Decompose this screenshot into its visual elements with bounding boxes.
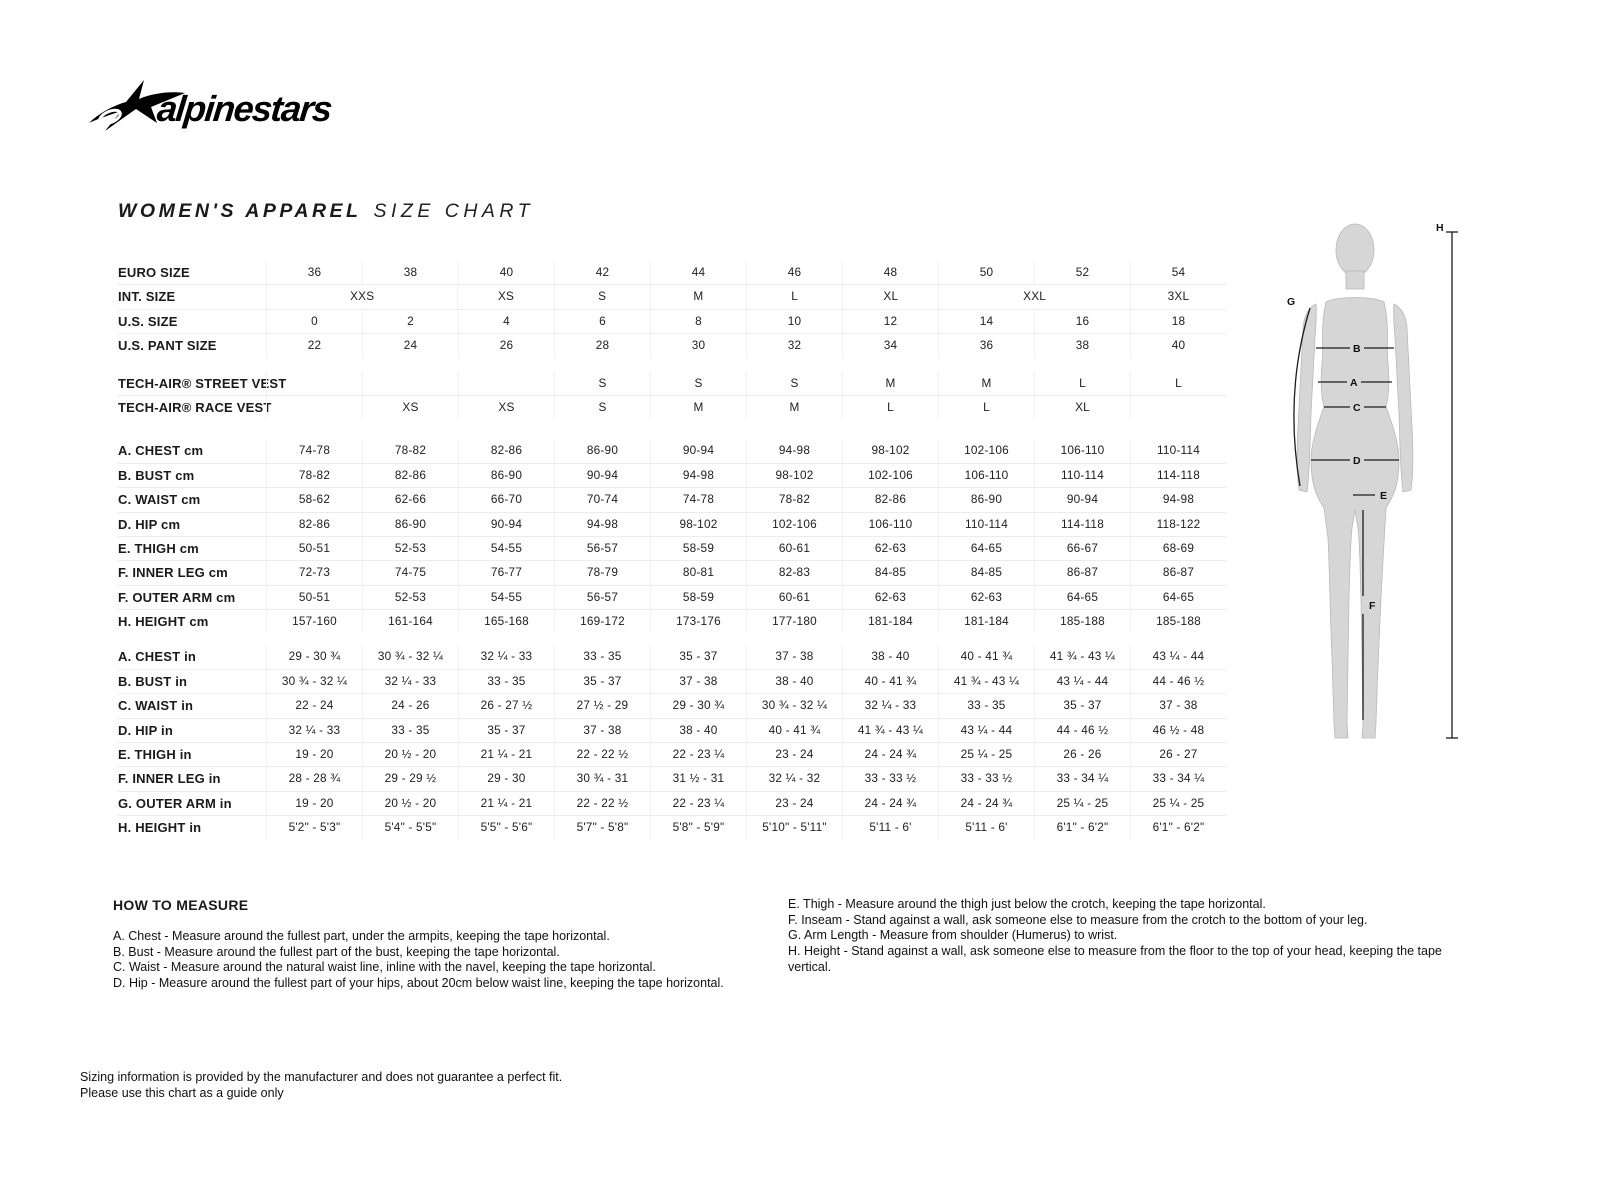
size-cell: L (1130, 372, 1226, 395)
size-cell: 52-53 (362, 537, 458, 560)
size-cell: M (650, 285, 746, 308)
arm-length-label: G (1287, 296, 1296, 308)
size-cell: 16 (1034, 310, 1130, 333)
size-cell: 177-180 (746, 610, 842, 633)
size-cell: 29 - 29 ½ (362, 767, 458, 790)
size-cell: 32 ¼ - 33 (266, 719, 362, 742)
size-cell: 33 - 35 (362, 719, 458, 742)
size-cell: 185-188 (1034, 610, 1130, 633)
size-cell: 165-168 (458, 610, 554, 633)
table-row (118, 284, 1226, 308)
size-cell: 114-118 (1130, 464, 1226, 487)
size-cell: 44 - 46 ½ (1130, 670, 1226, 693)
size-cell: 38 - 40 (842, 645, 938, 668)
size-cell: 80-81 (650, 561, 746, 584)
size-cell: 27 ½ - 29 (554, 694, 650, 717)
table-row (118, 609, 1226, 633)
alpinestars-star-icon (85, 75, 355, 139)
measure-list-left (113, 929, 773, 992)
size-cell: 33 - 34 ¼ (1034, 767, 1130, 790)
size-cell: 64-65 (1034, 586, 1130, 609)
size-cell: 110-114 (1034, 464, 1130, 487)
size-cell: 35 - 37 (650, 645, 746, 668)
size-cell: 60-61 (746, 586, 842, 609)
size-cell: 43 ¼ - 44 (1034, 670, 1130, 693)
measure-instruction: D. Hip - Measure around the fullest part of your hips, about 20cm below waist line, keeping the tape horizontal. (113, 976, 724, 991)
size-cell: 90-94 (458, 513, 554, 536)
page-title (118, 200, 534, 223)
size-cell: 78-82 (266, 464, 362, 487)
size-cell: 58-62 (266, 488, 362, 511)
table-section-sizes (118, 261, 1226, 358)
size-cell: 26 - 27 (1130, 743, 1226, 766)
size-cell: 22 (266, 334, 362, 357)
size-cell: 74-78 (266, 439, 362, 462)
size-cell: 56-57 (554, 537, 650, 560)
measure-instruction: C. Waist - Measure around the natural waist line, inline with the navel, keeping the tape horizontal. (113, 960, 656, 975)
size-cell: 94-98 (1130, 488, 1226, 511)
size-cell: 94-98 (746, 439, 842, 462)
row-label: U.S. SIZE (118, 313, 178, 329)
measure-instruction: B. Bust - Measure around the fullest part of the bust, keeping the tape horizontal. (113, 944, 560, 959)
size-cell: 24 (362, 334, 458, 357)
page-title-sub: SIZE CHART (373, 200, 535, 222)
waist-label: C (1353, 402, 1361, 414)
size-cell: 26 - 26 (1034, 743, 1130, 766)
size-cell: 54 (1130, 261, 1226, 284)
measure-instruction: F. Inseam - Stand against a wall, ask someone else to measure from the crotch to the bottom of your leg. (788, 912, 1368, 927)
size-cell: 32 ¼ - 33 (458, 645, 554, 668)
table-section-imperial (118, 645, 1226, 839)
size-cell: 24 - 24 ¾ (842, 792, 938, 815)
size-cell (266, 372, 362, 395)
size-cell: 48 (842, 261, 938, 284)
size-cell: 26 (458, 334, 554, 357)
size-cell: 25 ¼ - 25 (1034, 792, 1130, 815)
size-cell: 34 (842, 334, 938, 357)
row-label: D. HIP in (118, 722, 174, 738)
size-cell: 37 - 38 (650, 670, 746, 693)
hip-label: D (1353, 455, 1361, 467)
disclaimer-line-2: Please use this chart as a guide only (80, 1086, 284, 1100)
size-cell: S (554, 396, 650, 419)
table-row (118, 815, 1226, 839)
size-cell: M (746, 396, 842, 419)
size-cell: XS (458, 396, 554, 419)
inner-leg-label: F (1369, 600, 1376, 612)
row-label: EURO SIZE (118, 265, 190, 280)
size-cell: 50-51 (266, 586, 362, 609)
size-cell: 106-110 (1034, 439, 1130, 462)
size-cell: 24 - 24 ¾ (938, 792, 1034, 815)
row-label: B. BUST in (118, 673, 188, 689)
height-label: H (1436, 222, 1444, 234)
size-cell: XL (842, 285, 938, 308)
size-cell: 90-94 (1034, 488, 1130, 511)
size-cell: 62-63 (842, 537, 938, 560)
size-cell: 181-184 (842, 610, 938, 633)
size-cell: 31 ½ - 31 (650, 767, 746, 790)
size-cell: 114-118 (1034, 513, 1130, 536)
page-title-main: WOMEN'S APPAREL (118, 200, 362, 222)
size-cell: 37 - 38 (554, 719, 650, 742)
measure-instruction: A. Chest - Measure around the fullest part, under the armpits, keeping the tape horizontal. (113, 929, 610, 943)
size-cell: 28 (554, 334, 650, 357)
size-cell: 30 (650, 334, 746, 357)
size-cell: 86-90 (458, 464, 554, 487)
size-cell: XS (362, 396, 458, 419)
size-cell: 98-102 (842, 439, 938, 462)
size-cell: 43 ¼ - 44 (938, 719, 1034, 742)
row-label: B. BUST cm (118, 467, 195, 483)
size-cell: 32 ¼ - 33 (842, 694, 938, 717)
size-cell: 33 - 35 (458, 670, 554, 693)
size-cell: 86-87 (1130, 561, 1226, 584)
size-cell: 58-59 (650, 537, 746, 560)
measure-list-right (788, 897, 1448, 976)
size-cell: 102-106 (842, 464, 938, 487)
size-cell: 41 ¾ - 43 ¼ (1034, 645, 1130, 668)
size-cell: 36 (938, 334, 1034, 357)
size-cell: 35 - 37 (554, 670, 650, 693)
size-cell: 22 - 24 (266, 694, 362, 717)
height-line (1446, 232, 1458, 738)
how-to-measure-title: HOW TO MEASURE (113, 897, 249, 913)
size-cell: L (746, 285, 842, 308)
size-cell: 78-82 (746, 488, 842, 511)
size-cell: 78-82 (362, 439, 458, 462)
size-cell: 82-86 (266, 513, 362, 536)
row-label: C. WAIST cm (118, 492, 201, 508)
row-label: A. CHEST cm (118, 443, 204, 459)
size-cell: 30 ¾ - 32 ¼ (266, 670, 362, 693)
size-cell: 19 - 20 (266, 792, 362, 815)
size-cell: 5'10" - 5'11" (746, 816, 842, 839)
size-cell: S (554, 285, 650, 308)
size-cell: 25 ¼ - 25 (938, 743, 1034, 766)
size-cell: XXL (938, 285, 1129, 308)
size-cell: 106-110 (842, 513, 938, 536)
size-cell: 94-98 (650, 464, 746, 487)
size-cell: 86-90 (362, 513, 458, 536)
size-cell (1130, 396, 1226, 419)
size-cell: 2 (362, 310, 458, 333)
size-cell: S (746, 372, 842, 395)
table-row (118, 261, 1226, 284)
table-row (118, 372, 1226, 395)
brand-logo (85, 75, 355, 139)
table-row (118, 693, 1226, 717)
size-cell: 90-94 (650, 439, 746, 462)
size-cell: 23 - 24 (746, 792, 842, 815)
size-cell: 40 - 41 ¾ (746, 719, 842, 742)
row-label: E. THIGH cm (118, 540, 199, 556)
size-cell: 37 - 38 (1130, 694, 1226, 717)
size-cell: 20 ½ - 20 (362, 743, 458, 766)
size-cell: 78-79 (554, 561, 650, 584)
size-cell: 76-77 (458, 561, 554, 584)
size-cell: 6 (554, 310, 650, 333)
size-cell: 50-51 (266, 537, 362, 560)
size-cell: 74-75 (362, 561, 458, 584)
size-cell: 5'5" - 5'6" (458, 816, 554, 839)
table-row (118, 791, 1226, 815)
table-row (118, 742, 1226, 766)
size-cell: 30 ¾ - 32 ¼ (362, 645, 458, 668)
size-cell: 46 ½ - 48 (1130, 719, 1226, 742)
size-cell: 24 - 26 (362, 694, 458, 717)
row-label: TECH-AIR® RACE VEST (118, 399, 272, 415)
table-row (118, 669, 1226, 693)
measure-instruction: H. Height - Stand against a wall, ask someone else to measure from the floor to the top of your head, keeping the tape vertical. (788, 944, 1442, 974)
size-cell: 52-53 (362, 586, 458, 609)
table-row (118, 560, 1226, 584)
size-cell: 44 - 46 ½ (1034, 719, 1130, 742)
row-label: E. THIGH in (118, 747, 192, 763)
size-cell: 38 (362, 261, 458, 284)
size-cell: 30 ¾ - 31 (554, 767, 650, 790)
table-row (118, 512, 1226, 536)
table-row (118, 439, 1226, 462)
size-cell: 84-85 (842, 561, 938, 584)
size-cell: 35 - 37 (458, 719, 554, 742)
table-row (118, 309, 1226, 333)
row-label: U.S. PANT SIZE (118, 338, 217, 354)
size-cell: 33 - 34 ¼ (1130, 767, 1226, 790)
size-cell: 181-184 (938, 610, 1034, 633)
size-cell: 21 ¼ - 21 (458, 792, 554, 815)
size-cell: 38 - 40 (746, 670, 842, 693)
size-cell: 173-176 (650, 610, 746, 633)
size-cell: 5'11 - 6' (842, 816, 938, 839)
size-cell: S (554, 372, 650, 395)
row-label: H. HEIGHT in (118, 820, 202, 836)
size-cell (458, 372, 554, 395)
size-cell: 8 (650, 310, 746, 333)
size-cell: 6'1" - 6'2" (1130, 816, 1226, 839)
size-cell: 22 - 23 ¼ (650, 792, 746, 815)
size-cell: 5'11 - 6' (938, 816, 1034, 839)
size-cell: 58-59 (650, 586, 746, 609)
table-row (118, 645, 1226, 668)
size-cell: 54-55 (458, 586, 554, 609)
row-label: F. OUTER ARM cm (118, 589, 236, 605)
size-cell: 82-83 (746, 561, 842, 584)
size-cell: L (842, 396, 938, 419)
size-cell: 14 (938, 310, 1034, 333)
size-cell (266, 396, 362, 419)
size-cell: 46 (746, 261, 842, 284)
size-cell: 41 ¾ - 43 ¼ (938, 670, 1034, 693)
size-cell: M (938, 372, 1034, 395)
size-cell: 118-122 (1130, 513, 1226, 536)
size-cell: L (938, 396, 1034, 419)
size-cell: 94-98 (554, 513, 650, 536)
measure-instruction: G. Arm Length - Measure from shoulder (Humerus) to wrist. (788, 928, 1118, 943)
row-label: TECH-AIR® STREET VEST (118, 375, 287, 391)
size-cell: 66-67 (1034, 537, 1130, 560)
size-cell: 66-70 (458, 488, 554, 511)
table-section-metric (118, 439, 1226, 633)
size-cell: 110-114 (1130, 439, 1226, 462)
table-section-tech_air (118, 372, 1226, 420)
row-label: F. INNER LEG in (118, 771, 221, 787)
size-cell: 40 (1130, 334, 1226, 357)
size-cell: 33 - 33 ½ (842, 767, 938, 790)
female-body-silhouette-icon (1297, 224, 1413, 738)
size-cell: 32 (746, 334, 842, 357)
size-cell: 25 ¼ - 25 (1130, 792, 1226, 815)
size-cell: 33 - 35 (938, 694, 1034, 717)
size-cell: 40 - 41 ¾ (938, 645, 1034, 668)
size-cell: 86-87 (1034, 561, 1130, 584)
size-cell: 161-164 (362, 610, 458, 633)
size-cell: 22 - 22 ½ (554, 792, 650, 815)
size-cell: 20 ½ - 20 (362, 792, 458, 815)
size-cell: 33 - 35 (554, 645, 650, 668)
table-row (118, 463, 1226, 487)
size-cell: 82-86 (458, 439, 554, 462)
size-cell: 52 (1034, 261, 1130, 284)
size-cell: 32 ¼ - 33 (362, 670, 458, 693)
measure-instruction: E. Thigh - Measure around the thigh just below the crotch, keeping the tape horizontal. (788, 897, 1266, 911)
row-label: D. HIP cm (118, 516, 181, 532)
table-row (118, 766, 1226, 790)
size-cell: S (650, 372, 746, 395)
size-table (118, 261, 1226, 852)
size-cell: 12 (842, 310, 938, 333)
size-cell: 29 - 30 ¾ (650, 694, 746, 717)
size-cell: 72-73 (266, 561, 362, 584)
table-row (118, 333, 1226, 357)
size-cell: 40 - 41 ¾ (842, 670, 938, 693)
size-cell: 106-110 (938, 464, 1034, 487)
size-cell: 5'2" - 5'3" (266, 816, 362, 839)
size-cell: 68-69 (1130, 537, 1226, 560)
size-cell: 37 - 38 (746, 645, 842, 668)
body-measurement-diagram (1250, 198, 1480, 773)
size-cell: 84-85 (938, 561, 1034, 584)
size-cell: 56-57 (554, 586, 650, 609)
size-cell: 0 (266, 310, 362, 333)
size-cell: 102-106 (938, 439, 1034, 462)
size-cell: 26 - 27 ½ (458, 694, 554, 717)
size-cell: 22 - 22 ½ (554, 743, 650, 766)
size-cell: 35 - 37 (1034, 694, 1130, 717)
size-cell: 10 (746, 310, 842, 333)
size-cell: XS (457, 285, 553, 308)
size-cell: M (842, 372, 938, 395)
size-cell: 3XL (1130, 285, 1226, 308)
size-cell: 29 - 30 ¾ (266, 645, 362, 668)
size-cell: 102-106 (746, 513, 842, 536)
size-cell: 82-86 (362, 464, 458, 487)
size-cell: 5'8" - 5'9" (650, 816, 746, 839)
row-label: F. INNER LEG cm (118, 565, 228, 581)
size-cell: 82-86 (842, 488, 938, 511)
size-cell: 74-78 (650, 488, 746, 511)
size-cell: 86-90 (554, 439, 650, 462)
size-cell: 29 - 30 (458, 767, 554, 790)
size-cell: 4 (458, 310, 554, 333)
size-cell: 64-65 (1130, 586, 1226, 609)
size-cell: 28 - 28 ¾ (266, 767, 362, 790)
size-cell: 33 - 33 ½ (938, 767, 1034, 790)
chest-label: A (1350, 377, 1358, 389)
size-cell: 110-114 (938, 513, 1034, 536)
size-cell: 62-66 (362, 488, 458, 511)
size-cell: 54-55 (458, 537, 554, 560)
size-cell: 22 - 23 ¼ (650, 743, 746, 766)
size-cell: XL (1034, 396, 1130, 419)
size-cell: 60-61 (746, 537, 842, 560)
size-cell: 157-160 (266, 610, 362, 633)
size-cell: 185-188 (1130, 610, 1226, 633)
size-cell: XXS (266, 285, 457, 308)
size-cell: 44 (650, 261, 746, 284)
size-cell: 62-63 (842, 586, 938, 609)
size-cell: 169-172 (554, 610, 650, 633)
size-cell: 21 ¼ - 21 (458, 743, 554, 766)
size-cell: 38 - 40 (650, 719, 746, 742)
size-cell: 41 ¾ - 43 ¼ (842, 719, 938, 742)
size-cell: 23 - 24 (746, 743, 842, 766)
table-row (118, 718, 1226, 742)
size-cell: 98-102 (650, 513, 746, 536)
size-cell: 40 (458, 261, 554, 284)
size-cell: 6'1" - 6'2" (1034, 816, 1130, 839)
size-cell (362, 372, 458, 395)
size-cell: L (1034, 372, 1130, 395)
size-cell: 24 - 24 ¾ (842, 743, 938, 766)
table-row (118, 487, 1226, 511)
table-row (118, 395, 1226, 419)
row-label: INT. SIZE (118, 289, 176, 305)
row-label: G. OUTER ARM in (118, 795, 232, 811)
row-label: A. CHEST in (118, 649, 197, 665)
size-cell: 5'7" - 5'8" (554, 816, 650, 839)
table-row (118, 536, 1226, 560)
size-cell: 36 (266, 261, 362, 284)
row-label: H. HEIGHT cm (118, 614, 209, 630)
size-cell: 98-102 (746, 464, 842, 487)
size-cell: 42 (554, 261, 650, 284)
footer-disclaimer (80, 1069, 562, 1101)
logo-wordmark: alpinestars (155, 88, 334, 129)
size-cell: 86-90 (938, 488, 1034, 511)
size-cell: M (650, 396, 746, 419)
size-cell: 38 (1034, 334, 1130, 357)
size-cell: 18 (1130, 310, 1226, 333)
size-cell: 64-65 (938, 537, 1034, 560)
size-cell: 19 - 20 (266, 743, 362, 766)
size-cell: 32 ¼ - 32 (746, 767, 842, 790)
bust-label: B (1353, 343, 1361, 355)
size-cell: 5'4" - 5'5" (362, 816, 458, 839)
size-cell: 43 ¼ - 44 (1130, 645, 1226, 668)
size-cell: 62-63 (938, 586, 1034, 609)
row-label: C. WAIST in (118, 698, 194, 714)
size-cell: 90-94 (554, 464, 650, 487)
size-cell: 50 (938, 261, 1034, 284)
thigh-label: E (1380, 490, 1388, 502)
size-cell: 70-74 (554, 488, 650, 511)
table-row (118, 585, 1226, 609)
disclaimer-line-1: Sizing information is provided by the manufacturer and does not guarantee a perfect fit. (80, 1070, 563, 1084)
size-cell: 30 ¾ - 32 ¼ (746, 694, 842, 717)
